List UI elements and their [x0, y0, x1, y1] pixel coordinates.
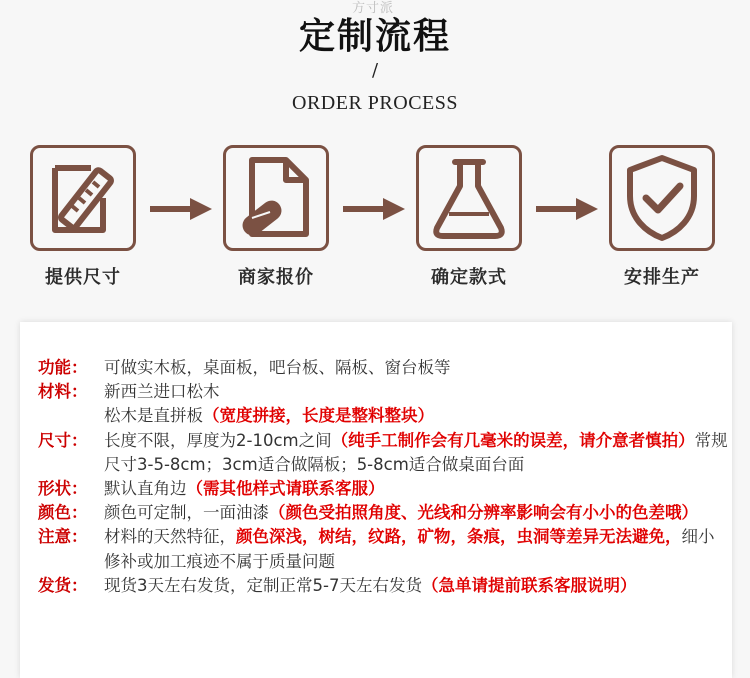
detail-key: 功能： [38, 358, 88, 377]
details-panel [20, 322, 732, 678]
detail-key: 尺寸： [38, 430, 88, 450]
detail-row-note [38, 525, 728, 573]
page-subtitle: ORDER PROCESS [292, 92, 458, 114]
watermark-text: 方寸派 [352, 1, 395, 16]
detail-value: 新西兰进口松木 [104, 382, 220, 402]
arrow-right-icon [150, 198, 212, 220]
arrow-right-icon [536, 198, 598, 220]
detail-row-material [38, 380, 728, 428]
detail-row-function [38, 356, 728, 380]
detail-highlight: （宽度拼接，长度是整料整块） [203, 406, 434, 426]
title-divider: / [371, 60, 379, 81]
step-confirm-style [416, 145, 522, 251]
document-quote-icon [226, 148, 326, 248]
shield-check-icon [612, 148, 712, 248]
detail-value: 长度不限，厚度为2-10cm之间 [104, 430, 332, 450]
detail-key: 注意： [38, 527, 88, 547]
detail-highlight: 颜色深浅，树结，纹路，矿物，条痕，虫洞等差异无法避免， [236, 527, 682, 547]
step-provide-size [30, 145, 136, 251]
step-label-arrange-production: 安排生产 [624, 267, 700, 288]
process-steps [0, 145, 750, 295]
detail-key: 发货： [38, 575, 88, 595]
detail-value: 默认直角边 [104, 479, 187, 499]
arrow-right-icon [343, 198, 405, 220]
detail-value: 现货3天左右发货，定制正常5-7天左右发货 [104, 575, 422, 595]
page-title: 定制流程 [298, 15, 451, 57]
detail-value: 细小修补或加工痕迹不属于质量问题 [104, 527, 715, 571]
step-label-merchant-quote: 商家报价 [238, 267, 314, 288]
detail-highlight: （颜色受拍照角度、光线和分辨率影响会有小小的色差哦） [269, 503, 698, 523]
detail-highlight: （需其他样式请联系客服） [186, 479, 385, 499]
detail-key: 颜色： [38, 503, 88, 523]
measure-ruler-icon [33, 148, 133, 248]
detail-value: 材料的天然特征， [104, 527, 236, 547]
step-label-provide-size: 提供尺寸 [45, 267, 121, 288]
detail-row-color [38, 501, 728, 525]
detail-row-shipping [38, 574, 728, 598]
detail-key: 材料： [38, 382, 88, 402]
detail-highlight: （急单请提前联系客服说明） [421, 575, 637, 595]
detail-highlight: （纯手工制作会有几毫米的误差，请介意者慎拍） [331, 430, 695, 450]
detail-row-shape [38, 477, 728, 501]
step-merchant-quote [223, 145, 329, 251]
detail-value: 常规尺寸3-5-8cm；3cm适合做隔板；5-8cm适合做桌面台面 [104, 430, 728, 474]
step-arrange-production [609, 145, 715, 251]
detail-row-size [38, 429, 728, 477]
detail-value: 松木是直拼板 [104, 406, 203, 426]
detail-value: 可做实木板，桌面板，吧台板、隔板、窗台板等 [104, 358, 451, 377]
detail-key: 形状： [38, 479, 88, 499]
step-label-confirm-style: 确定款式 [431, 267, 507, 288]
detail-value: 颜色可定制，一面油漆 [104, 503, 269, 523]
flask-icon [419, 148, 519, 248]
